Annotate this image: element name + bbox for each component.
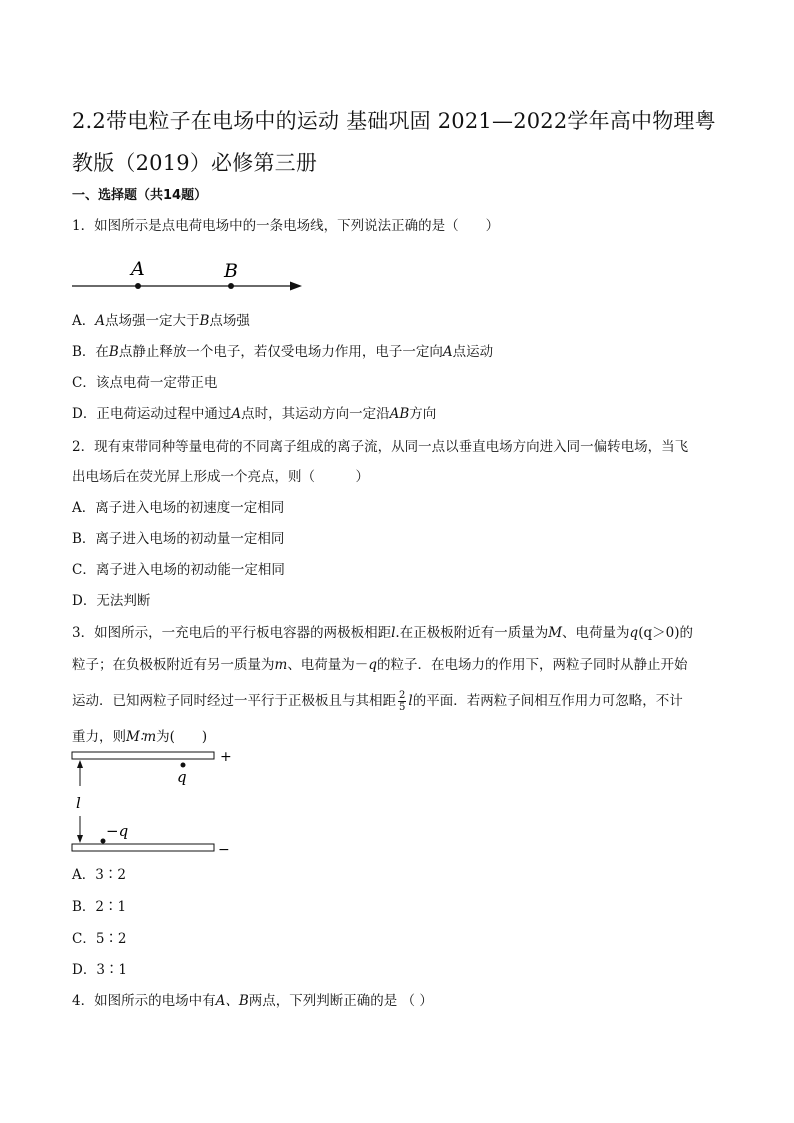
dimension-arrow-down-icon — [77, 835, 83, 843]
q3-option-a: A．3∶2 — [72, 867, 126, 883]
q2-option-c: C．离子进入电场的初动能一定相同 — [72, 562, 285, 578]
section-heading: 一、选择题（共14题） — [72, 188, 208, 203]
positive-plate — [72, 752, 214, 759]
label-q: q — [177, 768, 187, 786]
document-title: 2.2带电粒子在电场中的运动 基础巩固 2021—2022学年高中物理粤教版（2019）必修第三册 — [72, 109, 716, 175]
q3-stem-line3: 运动．已知两粒子同时经过一平行于正极板且与其相距 $\frac{2}{5}$ l的平面．若两粒子间相互作用力可忽略，不计 — [72, 690, 683, 713]
q2-stem-line2: 出电场后在荧光屏上形成一个亮点，则（ ） — [72, 469, 369, 485]
q2-option-b: B．离子进入电场的初动量一定相同 — [72, 531, 285, 547]
q2-option-d: D．无法判断 — [72, 593, 151, 609]
negative-plate — [72, 844, 214, 851]
q2-option-a: A．离子进入电场的初速度一定相同 — [72, 500, 285, 516]
q1-field-line-figure — [72, 255, 312, 297]
label-a: A — [131, 258, 145, 280]
point-b — [228, 283, 234, 289]
particle-neg-q — [101, 839, 106, 844]
q3-option-b: B．2∶1 — [72, 899, 127, 915]
q3-capacitor-figure — [70, 748, 240, 858]
q3-stem-line4: 重力，则M∶m为( ) — [72, 729, 208, 745]
label-l: l — [76, 794, 81, 812]
arrow-head-icon — [290, 282, 302, 291]
label-b: B — [224, 260, 238, 282]
label-neg-q: −q — [106, 822, 129, 840]
q1-option-c: C．该点电荷一定带正电 — [72, 375, 218, 391]
q3-stem-line1: 3．如图所示，一充电后的平行板电容器的两极板相距l.在正极板附近有一质量为M、电荷量为q(q＞0)的 — [72, 625, 693, 641]
q3-option-c: C．5∶2 — [72, 931, 127, 947]
minus-sign: − — [218, 842, 230, 858]
q3-option-d: D．3∶1 — [72, 962, 128, 978]
q4-stem: 4．如图所示的电场中有A、B两点，下列判断正确的是 （ ） — [72, 993, 433, 1009]
q1-option-d: D．正电荷运动过程中通过A点时，其运动方向一定沿AB方向 — [72, 406, 437, 422]
particle-q — [181, 763, 186, 768]
point-a — [135, 283, 141, 289]
q1-stem: 1．如图所示是点电荷电场中的一条电场线，下列说法正确的是（ ） — [72, 218, 500, 234]
plus-sign: + — [220, 749, 232, 765]
fraction-two-fifths: $\frac{2}{5}$ — [399, 690, 406, 713]
q1-option-b: B．在B点静止释放一个电子，若仅受电场力作用，电子一定向A点运动 — [72, 344, 494, 360]
q3-stem-line2: 粒子；在负极板附近有另一质量为m、电荷量为－q的粒子．在电场力的作用下，两粒子同时从静止开始 — [72, 657, 688, 673]
dimension-arrow-up-icon — [77, 760, 83, 768]
q1-option-a: A．A点场强一定大于B点场强 — [72, 313, 250, 329]
q2-stem-line1: 2．现有束带同种等量电荷的不同离子组成的离子流，从同一点以垂直电场方向进入同一偏转电场，当飞 — [72, 439, 689, 455]
